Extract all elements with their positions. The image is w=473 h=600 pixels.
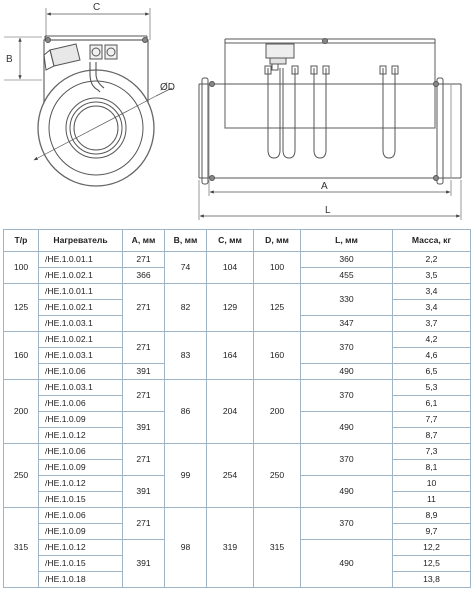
front-view [4, 8, 172, 186]
table-row [4, 252, 471, 268]
cell-mass: 7,3 [393, 444, 471, 460]
cell-mass: 8,1 [393, 460, 471, 476]
table-body [4, 252, 471, 588]
cell-tp: 200 [4, 380, 39, 444]
cell-c: 104 [207, 252, 254, 284]
cell-heater: /HE.1.0.09 [39, 460, 123, 476]
dim-d-label: ØD [160, 82, 175, 93]
cell-mass: 6,5 [393, 364, 471, 380]
cell-heater: /HE.1.0.03.1 [39, 380, 123, 396]
cell-b: 98 [165, 508, 207, 588]
dim-b-label: B [6, 54, 13, 65]
cell-l: 370 [301, 332, 393, 364]
table-header [4, 230, 471, 252]
cell-mass: 9,7 [393, 524, 471, 540]
cell-l: 490 [301, 412, 393, 444]
spec-table [3, 229, 471, 588]
col-tp-header: T/p [4, 230, 39, 252]
cell-heater: /HE.1.0.12 [39, 476, 123, 492]
cell-l: 370 [301, 444, 393, 476]
cell-heater: /HE.1.0.06 [39, 396, 123, 412]
cell-mass: 12,5 [393, 556, 471, 572]
cell-a: 391 [123, 412, 165, 444]
col-c-header: C, мм [207, 230, 254, 252]
cell-a: 271 [123, 252, 165, 268]
col-b-header: B, мм [165, 230, 207, 252]
cell-b: 99 [165, 444, 207, 508]
cell-mass: 13,8 [393, 572, 471, 588]
cell-mass: 3,5 [393, 268, 471, 284]
col-d-header: D, мм [254, 230, 301, 252]
cell-mass: 3,4 [393, 284, 471, 300]
cell-l: 370 [301, 380, 393, 412]
cell-tp: 125 [4, 284, 39, 332]
dim-c-label: C [93, 2, 101, 13]
cell-mass: 3,7 [393, 316, 471, 332]
cell-heater: /HE.1.0.03.1 [39, 316, 123, 332]
cell-l: 490 [301, 364, 393, 380]
cell-l: 490 [301, 476, 393, 508]
cell-heater: /HE.1.0.01.1 [39, 252, 123, 268]
cell-a: 271 [123, 284, 165, 332]
cell-c: 164 [207, 332, 254, 380]
table-row [4, 444, 471, 460]
dim-a-label: A [321, 181, 328, 192]
cell-heater: /HE.1.0.02.1 [39, 300, 123, 316]
cell-heater: /HE.1.0.02.1 [39, 332, 123, 348]
col-mass-header: Масса, кг [393, 230, 471, 252]
technical-drawing [0, 0, 473, 228]
cell-heater: /HE.1.0.06 [39, 508, 123, 524]
cell-mass: 3,4 [393, 300, 471, 316]
cell-mass: 10 [393, 476, 471, 492]
cell-heater: /HE.1.0.06 [39, 364, 123, 380]
cell-mass: 8,7 [393, 428, 471, 444]
cell-heater: /HE.1.0.09 [39, 524, 123, 540]
cell-a: 271 [123, 444, 165, 476]
cell-a: 271 [123, 332, 165, 364]
cell-heater: /HE.1.0.06 [39, 444, 123, 460]
cell-mass: 12,2 [393, 540, 471, 556]
cell-a: 271 [123, 508, 165, 540]
cell-l: 370 [301, 508, 393, 540]
cell-tp: 315 [4, 508, 39, 588]
cell-mass: 8,9 [393, 508, 471, 524]
cell-tp: 160 [4, 332, 39, 380]
cell-d: 250 [254, 444, 301, 508]
cell-mass: 2,2 [393, 252, 471, 268]
cell-l: 347 [301, 316, 393, 332]
table-row [4, 380, 471, 396]
cell-c: 204 [207, 380, 254, 444]
cell-c: 129 [207, 284, 254, 332]
col-a-header: A, мм [123, 230, 165, 252]
cell-heater: /HE.1.0.09 [39, 412, 123, 428]
cell-d: 160 [254, 332, 301, 380]
cell-mass: 6,1 [393, 396, 471, 412]
cell-d: 100 [254, 252, 301, 284]
cell-heater: /HE.1.0.02.1 [39, 268, 123, 284]
dim-l-label: L [325, 205, 331, 216]
cell-d: 315 [254, 508, 301, 588]
table-row [4, 332, 471, 348]
side-view [199, 39, 461, 221]
cell-a: 391 [123, 476, 165, 508]
cell-mass: 4,6 [393, 348, 471, 364]
cell-tp: 100 [4, 252, 39, 284]
cell-tp: 250 [4, 444, 39, 508]
cell-mass: 5,3 [393, 380, 471, 396]
cell-l: 490 [301, 540, 393, 588]
cell-mass: 11 [393, 492, 471, 508]
cell-heater: /HE.1.0.18 [39, 572, 123, 588]
cell-a: 391 [123, 364, 165, 380]
cell-heater: /HE.1.0.15 [39, 492, 123, 508]
cell-heater: /HE.1.0.12 [39, 428, 123, 444]
cell-heater: /HE.1.0.03.1 [39, 348, 123, 364]
cell-heater: /HE.1.0.15 [39, 556, 123, 572]
cell-b: 83 [165, 332, 207, 380]
cell-d: 200 [254, 380, 301, 444]
cell-b: 82 [165, 284, 207, 332]
cell-l: 330 [301, 284, 393, 316]
cell-c: 254 [207, 444, 254, 508]
cell-b: 86 [165, 380, 207, 444]
cell-heater: /HE.1.0.01.1 [39, 284, 123, 300]
cell-l: 455 [301, 268, 393, 284]
table-row [4, 508, 471, 524]
col-l-header: L, мм [301, 230, 393, 252]
cell-heater: /HE.1.0.12 [39, 540, 123, 556]
cell-a: 271 [123, 380, 165, 412]
cell-a: 366 [123, 268, 165, 284]
cell-mass: 7,7 [393, 412, 471, 428]
table-row [4, 284, 471, 300]
cell-b: 74 [165, 252, 207, 284]
cell-c: 319 [207, 508, 254, 588]
cell-d: 125 [254, 284, 301, 332]
cell-mass: 4,2 [393, 332, 471, 348]
cell-l: 360 [301, 252, 393, 268]
col-heater-header: Нагреватель [39, 230, 123, 252]
cell-a: 391 [123, 540, 165, 588]
